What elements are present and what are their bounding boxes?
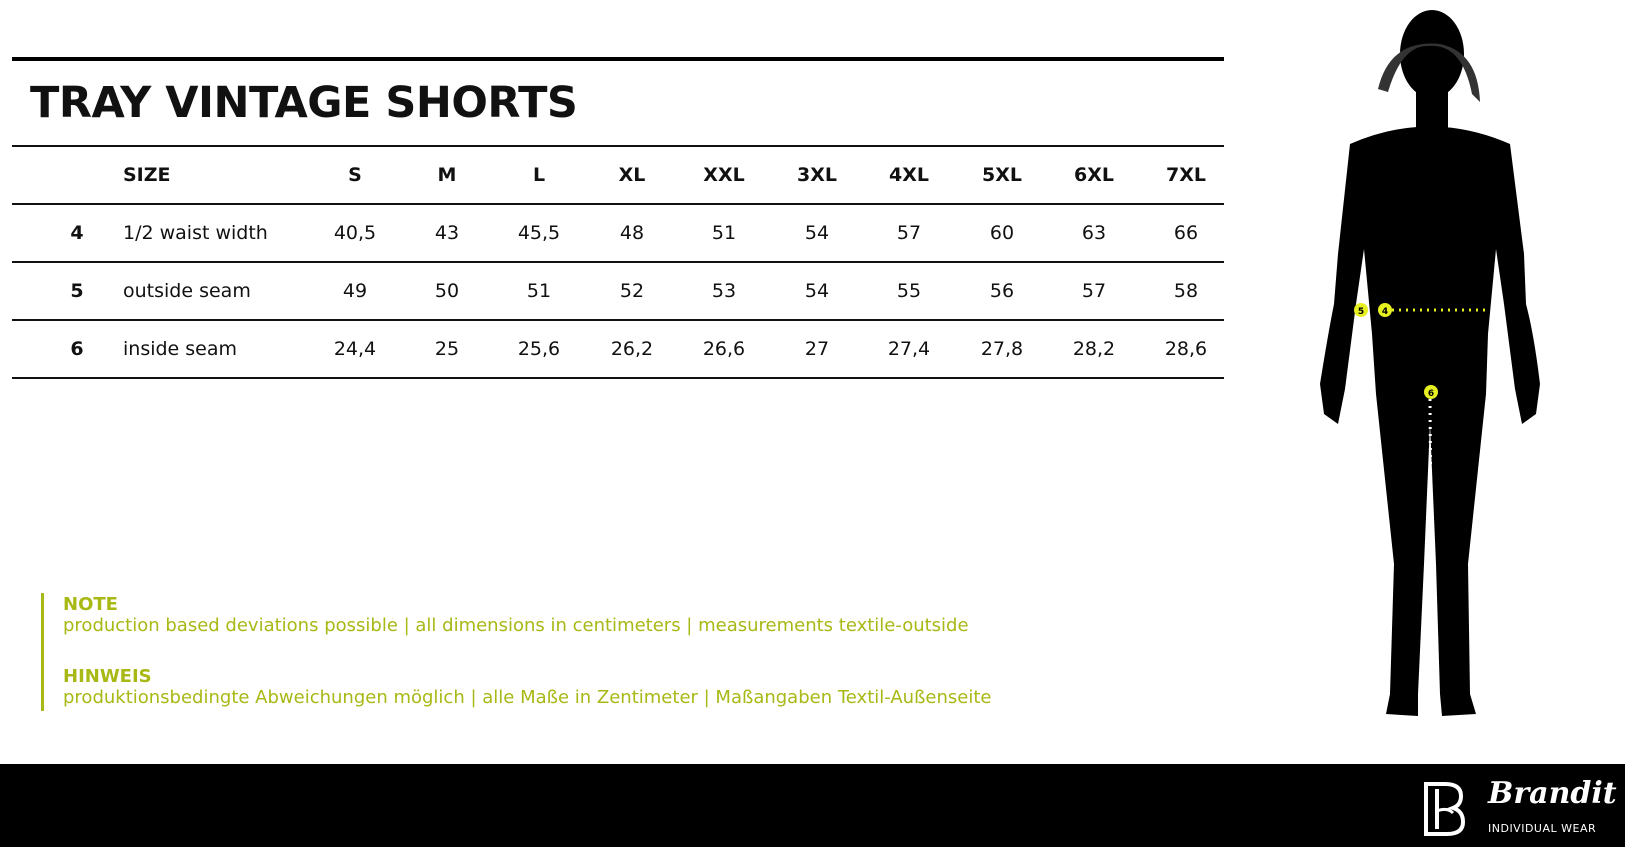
measure-value: 55 [896, 280, 922, 302]
size-header: 4XL [889, 164, 929, 186]
top-rule [12, 57, 1224, 61]
measure-value: 48 [619, 222, 645, 244]
table-row [12, 205, 1224, 263]
measure-value: 27 [804, 338, 830, 360]
size-header: XXL [703, 164, 745, 186]
measure-value: 45,5 [517, 222, 561, 244]
measure-value: 53 [711, 280, 737, 302]
note-heading: NOTE [63, 594, 118, 615]
measure-number: 4 [70, 222, 84, 244]
measure-number: 5 [70, 280, 84, 302]
body-silhouette-figure [1290, 4, 1570, 722]
measure-value: 27,4 [887, 338, 931, 360]
measure-value: 54 [804, 222, 830, 244]
measure-number: 6 [70, 338, 84, 360]
marker-6-label: 6 [1427, 389, 1435, 399]
measure-value: 27,8 [980, 338, 1024, 360]
measure-value: 26,2 [610, 338, 654, 360]
page-title: TRAY VINTAGE SHORTS [30, 78, 578, 128]
measure-value: 26,6 [702, 338, 746, 360]
measure-value: 56 [989, 280, 1015, 302]
measure-value: 28,6 [1164, 338, 1208, 360]
size-header: L [532, 164, 546, 186]
measure-value: 51 [711, 222, 737, 244]
measure-label: outside seam [123, 280, 251, 302]
note-text: production based deviations possible | all dimensions in centimeters | measurements textile-outside [63, 615, 969, 636]
size-header-label: SIZE [123, 164, 171, 186]
measure-value: 54 [804, 280, 830, 302]
measure-value: 63 [1081, 222, 1107, 244]
measure-value: 24,4 [333, 338, 377, 360]
measure-value: 57 [896, 222, 922, 244]
measure-value: 43 [434, 222, 460, 244]
hinweis-text: produktionsbedingte Abweichungen möglich | alle Maße in Zentimeter | Maßangaben Textil-Außenseite [63, 687, 992, 708]
size-header: S [348, 164, 362, 186]
measure-label: inside seam [123, 338, 238, 360]
size-header: 5XL [982, 164, 1022, 186]
size-header: M [437, 164, 457, 186]
measure-value: 50 [434, 280, 460, 302]
measure-value: 51 [526, 280, 552, 302]
size-header: 7XL [1166, 164, 1206, 186]
measure-value: 66 [1173, 222, 1199, 244]
measure-value: 25,6 [517, 338, 561, 360]
hinweis-heading: HINWEIS [63, 666, 152, 687]
measure-value: 49 [342, 280, 368, 302]
size-header: XL [618, 164, 646, 186]
table-row [12, 321, 1224, 379]
brand-tagline: INDIVIDUAL WEAR [1488, 822, 1597, 835]
measure-value: 60 [989, 222, 1015, 244]
brandit-b-logo-icon [1423, 781, 1465, 837]
measure-value: 28,2 [1072, 338, 1116, 360]
size-header: 6XL [1074, 164, 1114, 186]
measure-label: 1/2 waist width [123, 222, 268, 244]
table-header-row [12, 145, 1224, 205]
footer-bar [0, 764, 1625, 847]
measure-value: 25 [434, 338, 460, 360]
measure-value: 40,5 [333, 222, 377, 244]
measure-value: 57 [1081, 280, 1107, 302]
measure-value: 58 [1173, 280, 1199, 302]
size-header: 3XL [797, 164, 837, 186]
brand-name: Brandit [1488, 776, 1617, 811]
marker-4-label: 4 [1381, 307, 1389, 317]
note-accent-bar [41, 593, 44, 711]
marker-5-label: 5 [1357, 307, 1365, 317]
measure-value: 52 [619, 280, 645, 302]
size-table [12, 145, 1224, 379]
table-row [12, 263, 1224, 321]
human-silhouette [1320, 10, 1540, 716]
